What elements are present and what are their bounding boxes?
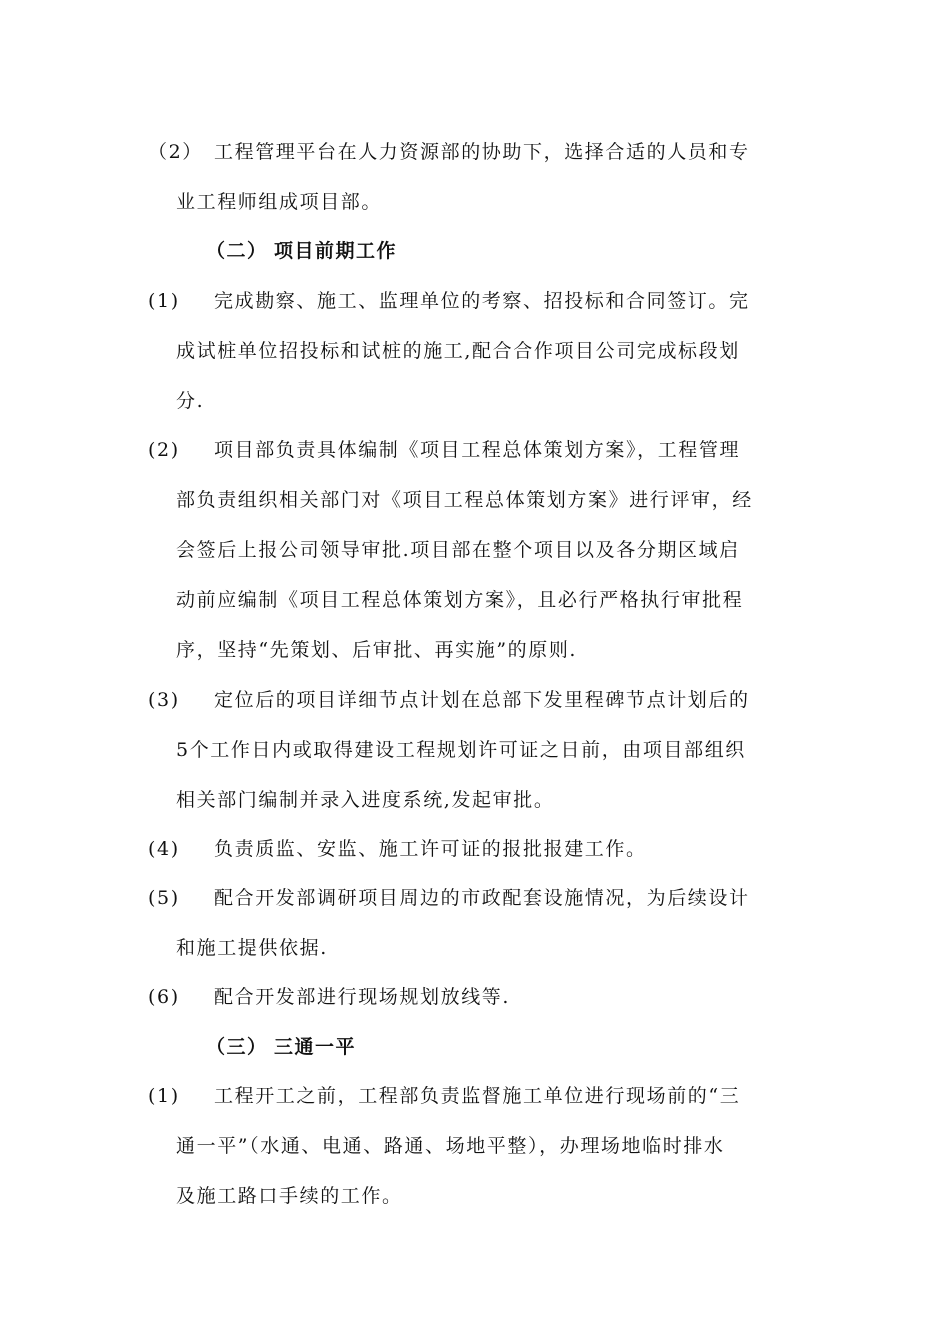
item-number: （2） [148, 141, 203, 163]
section-number: （三） [206, 1036, 268, 1058]
paragraph-line: 业工程师组成项目部。 [176, 191, 383, 213]
paragraph-line: 定位后的项目详细节点计划在总部下发里程碑节点计划后的 [214, 689, 750, 711]
paragraph-line: 动前应编制《项目工程总体策划方案》，且必行严格执行审批程 [176, 589, 744, 611]
item-number: (1) [148, 290, 180, 312]
paragraph-line: 部负责组织相关部门对《项目工程总体策划方案》进行评审，经 [176, 489, 753, 511]
paragraph-permits [148, 824, 818, 874]
paragraph-line: 完成勘察、施工、监理单位的考察、招投标和合同签订。完 [214, 290, 750, 312]
paragraph-line: 及施工路口手续的工作。 [176, 1185, 403, 1207]
paragraph-line: 工程开工之前，工程部负责监督施工单位进行现场前的“三 [214, 1085, 741, 1107]
item-number: (1) [148, 1085, 180, 1107]
paragraph-line: 会签后上报公司领导审批.项目部在整个项目以及各分期区域启 [176, 539, 740, 561]
paragraph-line: 配合开发部调研项目周边的市政配套设施情况，为后续设计 [214, 887, 750, 909]
paragraph-municipal-research [148, 873, 818, 973]
paragraph-line: 成试桩单位招投标和试桩的施工,配合合作项目公司完成标段划 [176, 340, 740, 362]
paragraph-line: 通一平”（水通、电通、路通、场地平整），办理场地临时排水 [176, 1135, 725, 1157]
item-number: (2) [148, 439, 180, 461]
paragraph-line: 分. [176, 390, 205, 412]
paragraph-line: 负责质监、安监、施工许可证的报批报建工作。 [214, 838, 647, 860]
item-number: (4) [148, 838, 180, 860]
paragraph-line: 5个工作日内或取得建设工程规划许可证之日前，由项目部组织 [176, 739, 746, 761]
paragraph-survey-bidding [148, 276, 818, 426]
section-heading-three-connections [206, 1022, 356, 1072]
paragraph-line: 和施工提供依据. [176, 937, 328, 959]
paragraph-line: 相关部门编制并录入进度系统,发起审批。 [176, 789, 555, 811]
section-title: 项目前期工作 [274, 240, 398, 262]
item-number: (3) [148, 689, 180, 711]
section-heading-preliminary-work [206, 226, 397, 276]
item-number: (5) [148, 887, 180, 909]
paragraph-site-layout [148, 972, 818, 1022]
paragraph-line: 项目部负责具体编制《项目工程总体策划方案》，工程管理 [214, 439, 741, 461]
paragraph-line: 序，坚持“先策划、后审批、再实施”的原则. [176, 639, 578, 661]
section-number: （二） [206, 240, 268, 262]
paragraph-line: 配合开发部进行现场规划放线等. [214, 986, 511, 1008]
paragraph-site-preparation [148, 1071, 818, 1221]
section-title: 三通一平 [274, 1036, 357, 1058]
paragraph-node-plan [148, 675, 818, 825]
paragraph-overall-plan [148, 425, 818, 675]
paragraph-management-platform [148, 127, 818, 227]
item-number: (6) [148, 986, 180, 1008]
paragraph-line: 工程管理平台在人力资源部的协助下，选择合适的人员和专 [214, 141, 750, 163]
